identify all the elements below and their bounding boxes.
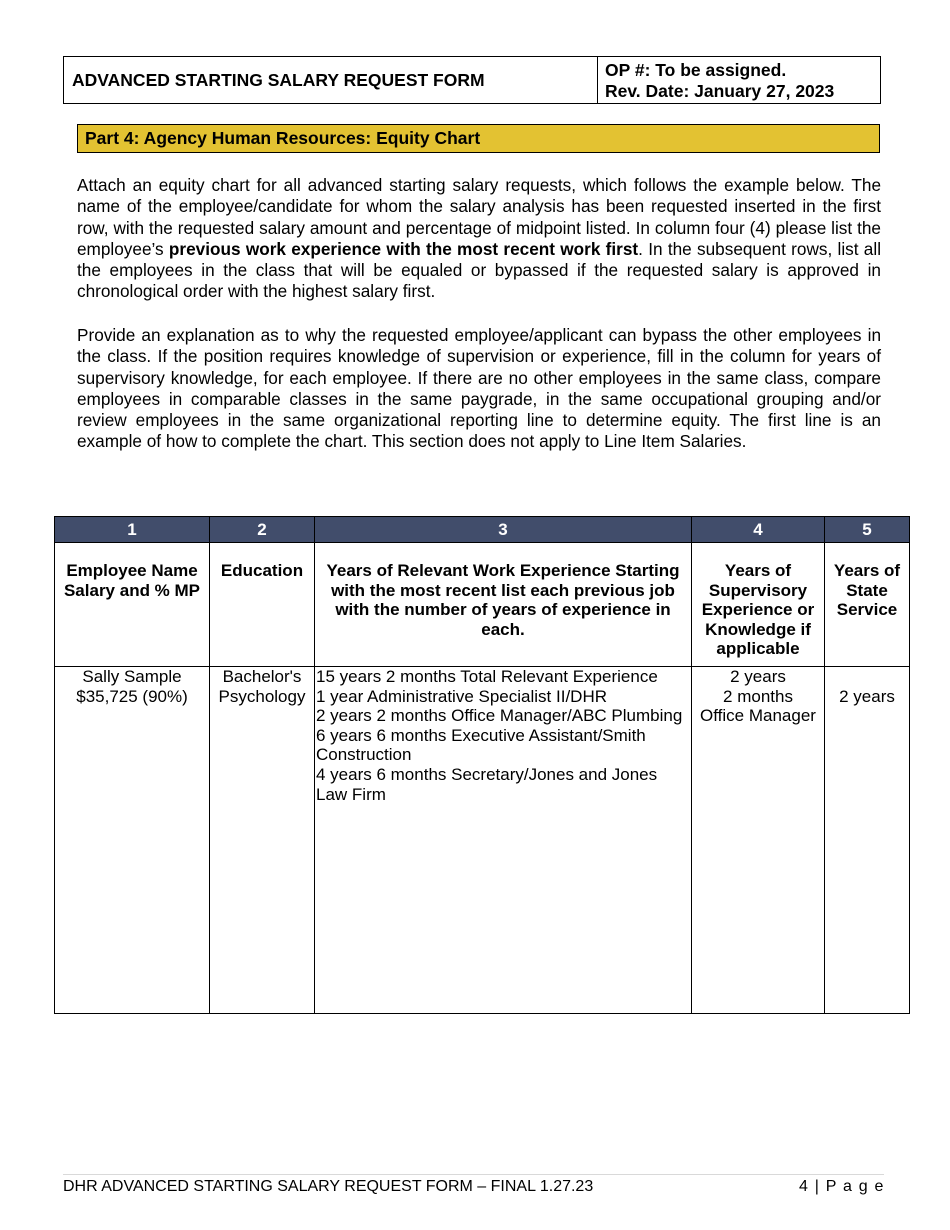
instructions-paragraph-2: Provide an explanation as to why the requested employee/applicant can bypass the other employees in the class. If the position requires knowledge of supervision or experience, fill in the column for years of supervisory knowledge, for each employee. If there are no other employees in the same class, compare employees in comparable classes in the same paygrade, in the same occupational grouping and/or review employees in the same organizational reporting line to determine equity. The first line is an example of how to complete the chart. This section does not apply to Line Item Salaries.	[77, 325, 881, 452]
column-number: 1	[55, 517, 210, 543]
equity-chart-table	[54, 516, 910, 1014]
column-number: 5	[825, 517, 910, 543]
rev-date: Rev. Date: January 27, 2023	[605, 81, 835, 101]
header-work-experience: Years of Relevant Work Experience Starting with the most recent list each previous job with the number of years of experience in each.	[315, 543, 692, 667]
para1-bold: previous work experience with the most recent work first	[168, 238, 639, 259]
header-state-service: Years of State Service	[825, 543, 910, 667]
header-employee-name: Employee Name	[66, 561, 198, 580]
supervisory-months: 2 months	[723, 686, 793, 706]
education-degree: Bachelor's	[222, 667, 302, 686]
column-header-row	[55, 543, 910, 667]
header-employee-salary	[55, 543, 210, 667]
experience-line: 1 year Administrative Specialist II/DHR	[316, 686, 607, 706]
section-title: Part 4: Agency Human Resources: Equity Chart	[77, 124, 880, 153]
page-number: 4 | P a g e	[799, 1178, 885, 1195]
supervisory-years: 2 years	[730, 667, 786, 686]
experience-line: 4 years 6 months Secretary/Jones and Jones Law Firm	[316, 764, 658, 804]
form-title: ADVANCED STARTING SALARY REQUEST FORM	[64, 57, 598, 103]
footer-divider	[63, 1174, 884, 1175]
employee-salary: $35,725 (90%)	[76, 686, 188, 706]
supervisory-role: Office Manager	[700, 706, 816, 726]
cell-employee	[55, 667, 210, 1014]
instructions-paragraph-1	[77, 175, 881, 303]
para1-text-end: . In the subsequent rows, list all the employees in the class that will be equaled or bypassed if the requested salary is approved in chronological order with the highest salary first.	[77, 238, 882, 302]
cell-experience	[315, 667, 692, 1014]
cell-education	[210, 667, 315, 1014]
header-supervisory-experience: Years of Supervisory Experience or Knowledge if applicable	[692, 543, 825, 667]
employee-name: Sally Sample	[82, 667, 182, 686]
para1-text: Attach an equity chart for all advanced starting salary requests, which follows the example below. The name of the employee/candidate for whom the salary analysis has been requested inserted in the first row, with the requested salary amount and percentage of midpoint listed. In column four (4) please list the employee’s	[77, 175, 881, 259]
cell-supervisory	[692, 667, 825, 1014]
experience-line: 2 years 2 months Office Manager/ABC Plumbing	[316, 706, 683, 726]
cell-state-service: 2 years	[825, 667, 910, 1014]
column-number: 3	[315, 517, 692, 543]
column-number: 4	[692, 517, 825, 543]
experience-line: 6 years 6 months Executive Assistant/Smith Construction	[316, 725, 646, 765]
header-salary-mp: Salary and % MP	[63, 580, 201, 600]
experience-line: 15 years 2 months Total Relevant Experience	[316, 667, 658, 686]
column-number-row	[55, 517, 910, 543]
form-meta	[598, 57, 880, 103]
table-row	[55, 667, 910, 1014]
education-field: Psychology	[218, 686, 306, 706]
column-number: 2	[210, 517, 315, 543]
form-header	[63, 56, 881, 104]
header-education: Education	[210, 543, 315, 667]
op-number: OP #: To be assigned.	[605, 60, 787, 80]
footer-form-name: DHR ADVANCED STARTING SALARY REQUEST FORM – FINAL 1.27.23	[63, 1178, 594, 1195]
